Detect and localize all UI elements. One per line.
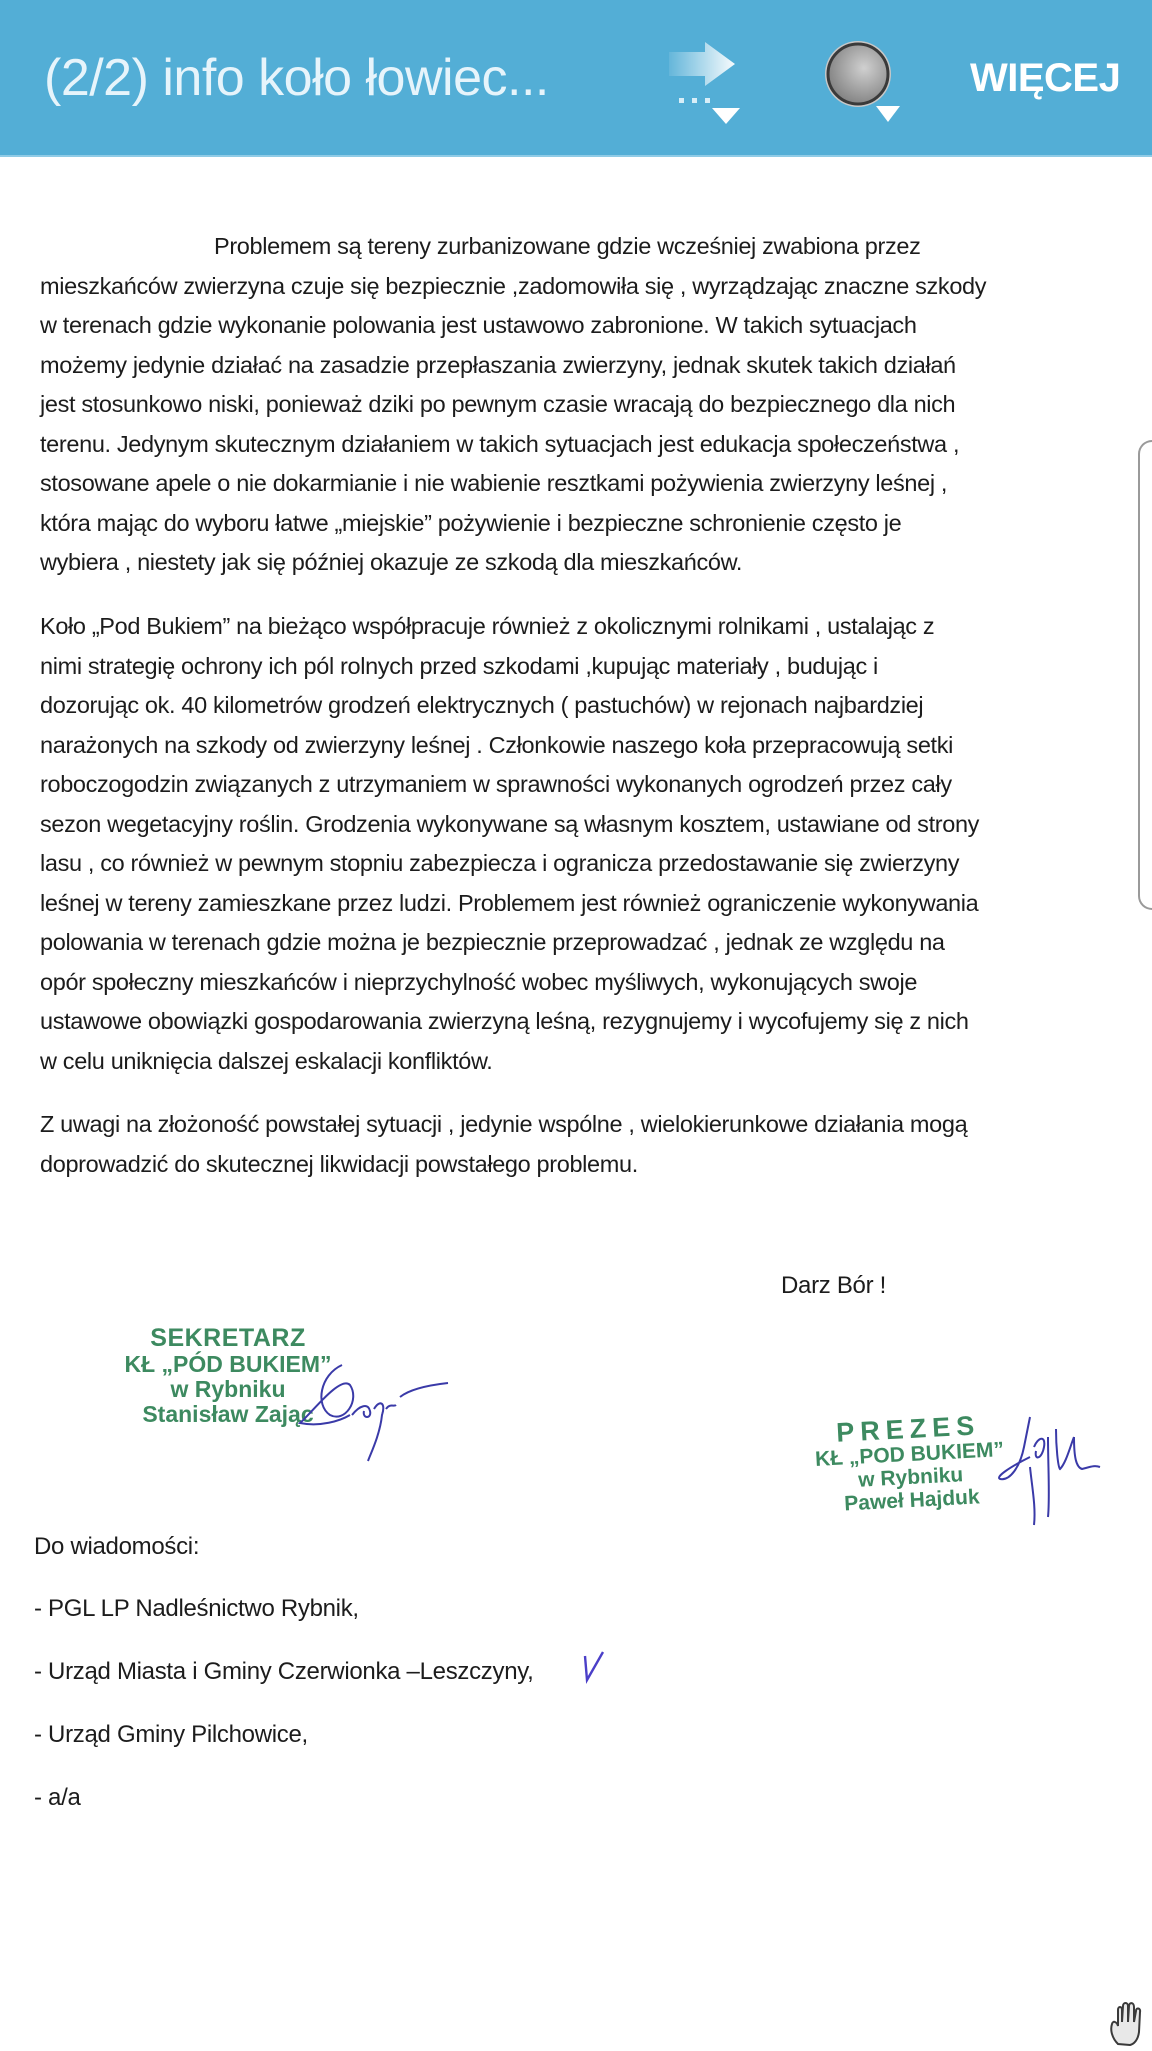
text-line: która mając do wyboru łatwe „miejskie” pożywienie i bezpieczne schronienie często je (40, 509, 902, 536)
text-line: stosowane apele o nie dokarmianie i nie wabienie resztkami pożywienia zwierzyny leśnej , (40, 470, 948, 496)
text-line: roboczogodzin związanych z utrzymaniem w sprawności wykonanych ogrodzeń przez cały (40, 771, 952, 797)
night-mode-button[interactable] (822, 36, 902, 126)
text-line: mieszkańców zwierzyna czuje się bezpiecznie ,zadomowiła się , wyrządzając znaczne szkody (40, 272, 987, 299)
text-line: Koło „Pod Bukiem” na bieżąco współpracuje również z okolicznymi rolnikami , ustalając z (40, 613, 935, 639)
cc-item: - PGL LP Nadleśnictwo Rybnik, (34, 1595, 359, 1622)
stamp-name: Stanisław Zając (142, 1400, 314, 1427)
text-line: wybiera , niestety jak się później okazuje ze szkodą dla mieszkańców. (40, 549, 743, 575)
cc-item: - a/a (34, 1784, 81, 1811)
share-forward-icon (665, 38, 745, 128)
stamp-city: w Rybniku (170, 1375, 286, 1402)
text-line: Z uwagi na złożoność powstałej sytuacji , jedynie wspólne , wielokierunkowe działania mogą (40, 1111, 968, 1137)
text-line: jest stosunkowo niski, ponieważ dziki po pewnym czasie wracają do bezpiecznego dla nich (40, 391, 956, 417)
text-line: polowania w terenach gdzie można je bezpiecznie przeprowadzać , jednak ze względu na (40, 929, 945, 955)
edge-panel-handle[interactable] (1138, 440, 1152, 910)
text-line: dozorując ok. 40 kilometrów grodzeń elektrycznych ( pastuchów) w rejonach najbardziej (40, 692, 924, 718)
stamp-city: w Rybniku (857, 1463, 964, 1492)
paragraph-2 (40, 607, 1110, 1081)
stamp-title: PREZES (835, 1410, 981, 1448)
text-line: Problemem są tereny zurbanizowane gdzie wcześniej zwabiona przez (214, 233, 921, 259)
text-line: możemy jedynie działać na zasadzie przepłaszania zwierzyny, jednak skutek takich działań (40, 351, 956, 378)
text-line: opór społeczny mieszkańców i nieprzychylność wobec myśliwych, wykonujących swoje (40, 968, 918, 995)
cc-heading: Do wiadomości: (34, 1533, 200, 1560)
document-title: (2/2) info koło łowiec... (44, 49, 549, 107)
text-line: w celu uniknięcia dalszej eskalacji konfliktów. (40, 1047, 493, 1074)
cc-item: - Urząd Miasta i Gminy Czerwionka –Leszczyny, (34, 1658, 534, 1685)
stamp-name: Paweł Hajduk (843, 1484, 981, 1515)
moon-night-mode-icon (822, 36, 902, 126)
text-line: lasu , co również w pewnym stopniu zabezpiecza i ogranicza przedostawanie się zwierzyny (40, 850, 960, 876)
text-line: ustawowe obowiązki gospodarowania zwierzyną leśną, rezygnujemy i wycofujemy się z nich (40, 1008, 969, 1034)
text-line: sezon wegetacyjny roślin. Grodzenia wykonywane są własnym kosztem, ustawiane od strony (40, 810, 980, 837)
handwritten-checkmark-icon (581, 1650, 607, 1684)
stamp-org: KŁ „PÓD BUKIEM” (124, 1351, 332, 1377)
forward-button[interactable] (665, 38, 745, 128)
text-line: nimi strategię ochrony ich pól rolnych przed szkodami ,kupując materiały , budując i (40, 652, 878, 679)
paragraph-3 (40, 1105, 1110, 1184)
stamp-title: SEKRETARZ (150, 1324, 306, 1352)
text-line: narażonych na szkody od zwierzyny leśnej . Członkowie naszego koła przepracowują setki (40, 731, 953, 758)
text-line: leśnej w tereny zamieszkane przez ludzi. Problemem jest również ograniczenie wykonywania (40, 889, 979, 916)
text-line: w terenach gdzie wykonanie polowania jest ustawowo zabronione. W takich sytuacjach (40, 312, 917, 338)
cc-item: - Urząd Gminy Pilchowice, (34, 1721, 308, 1748)
hand-grab-icon[interactable] (1108, 2000, 1148, 2046)
stamp-org: KŁ „POD BUKIEM” (814, 1438, 1005, 1472)
top-app-bar (0, 0, 1152, 157)
text-line: doprowadzić do skutecznej likwidacji powstałego problemu. (40, 1150, 638, 1177)
secretary-signature (290, 1345, 450, 1465)
more-button[interactable]: WIĘCEJ (970, 56, 1121, 100)
document-page (0, 157, 1152, 2048)
president-signature (990, 1407, 1130, 1527)
paragraph-1 (40, 227, 1110, 583)
closing-greeting: Darz Bór ! (781, 1272, 887, 1299)
text-line: terenu. Jedynym skutecznym działaniem w takich sytuacjach jest edukacja społeczeństwa , (40, 430, 960, 457)
